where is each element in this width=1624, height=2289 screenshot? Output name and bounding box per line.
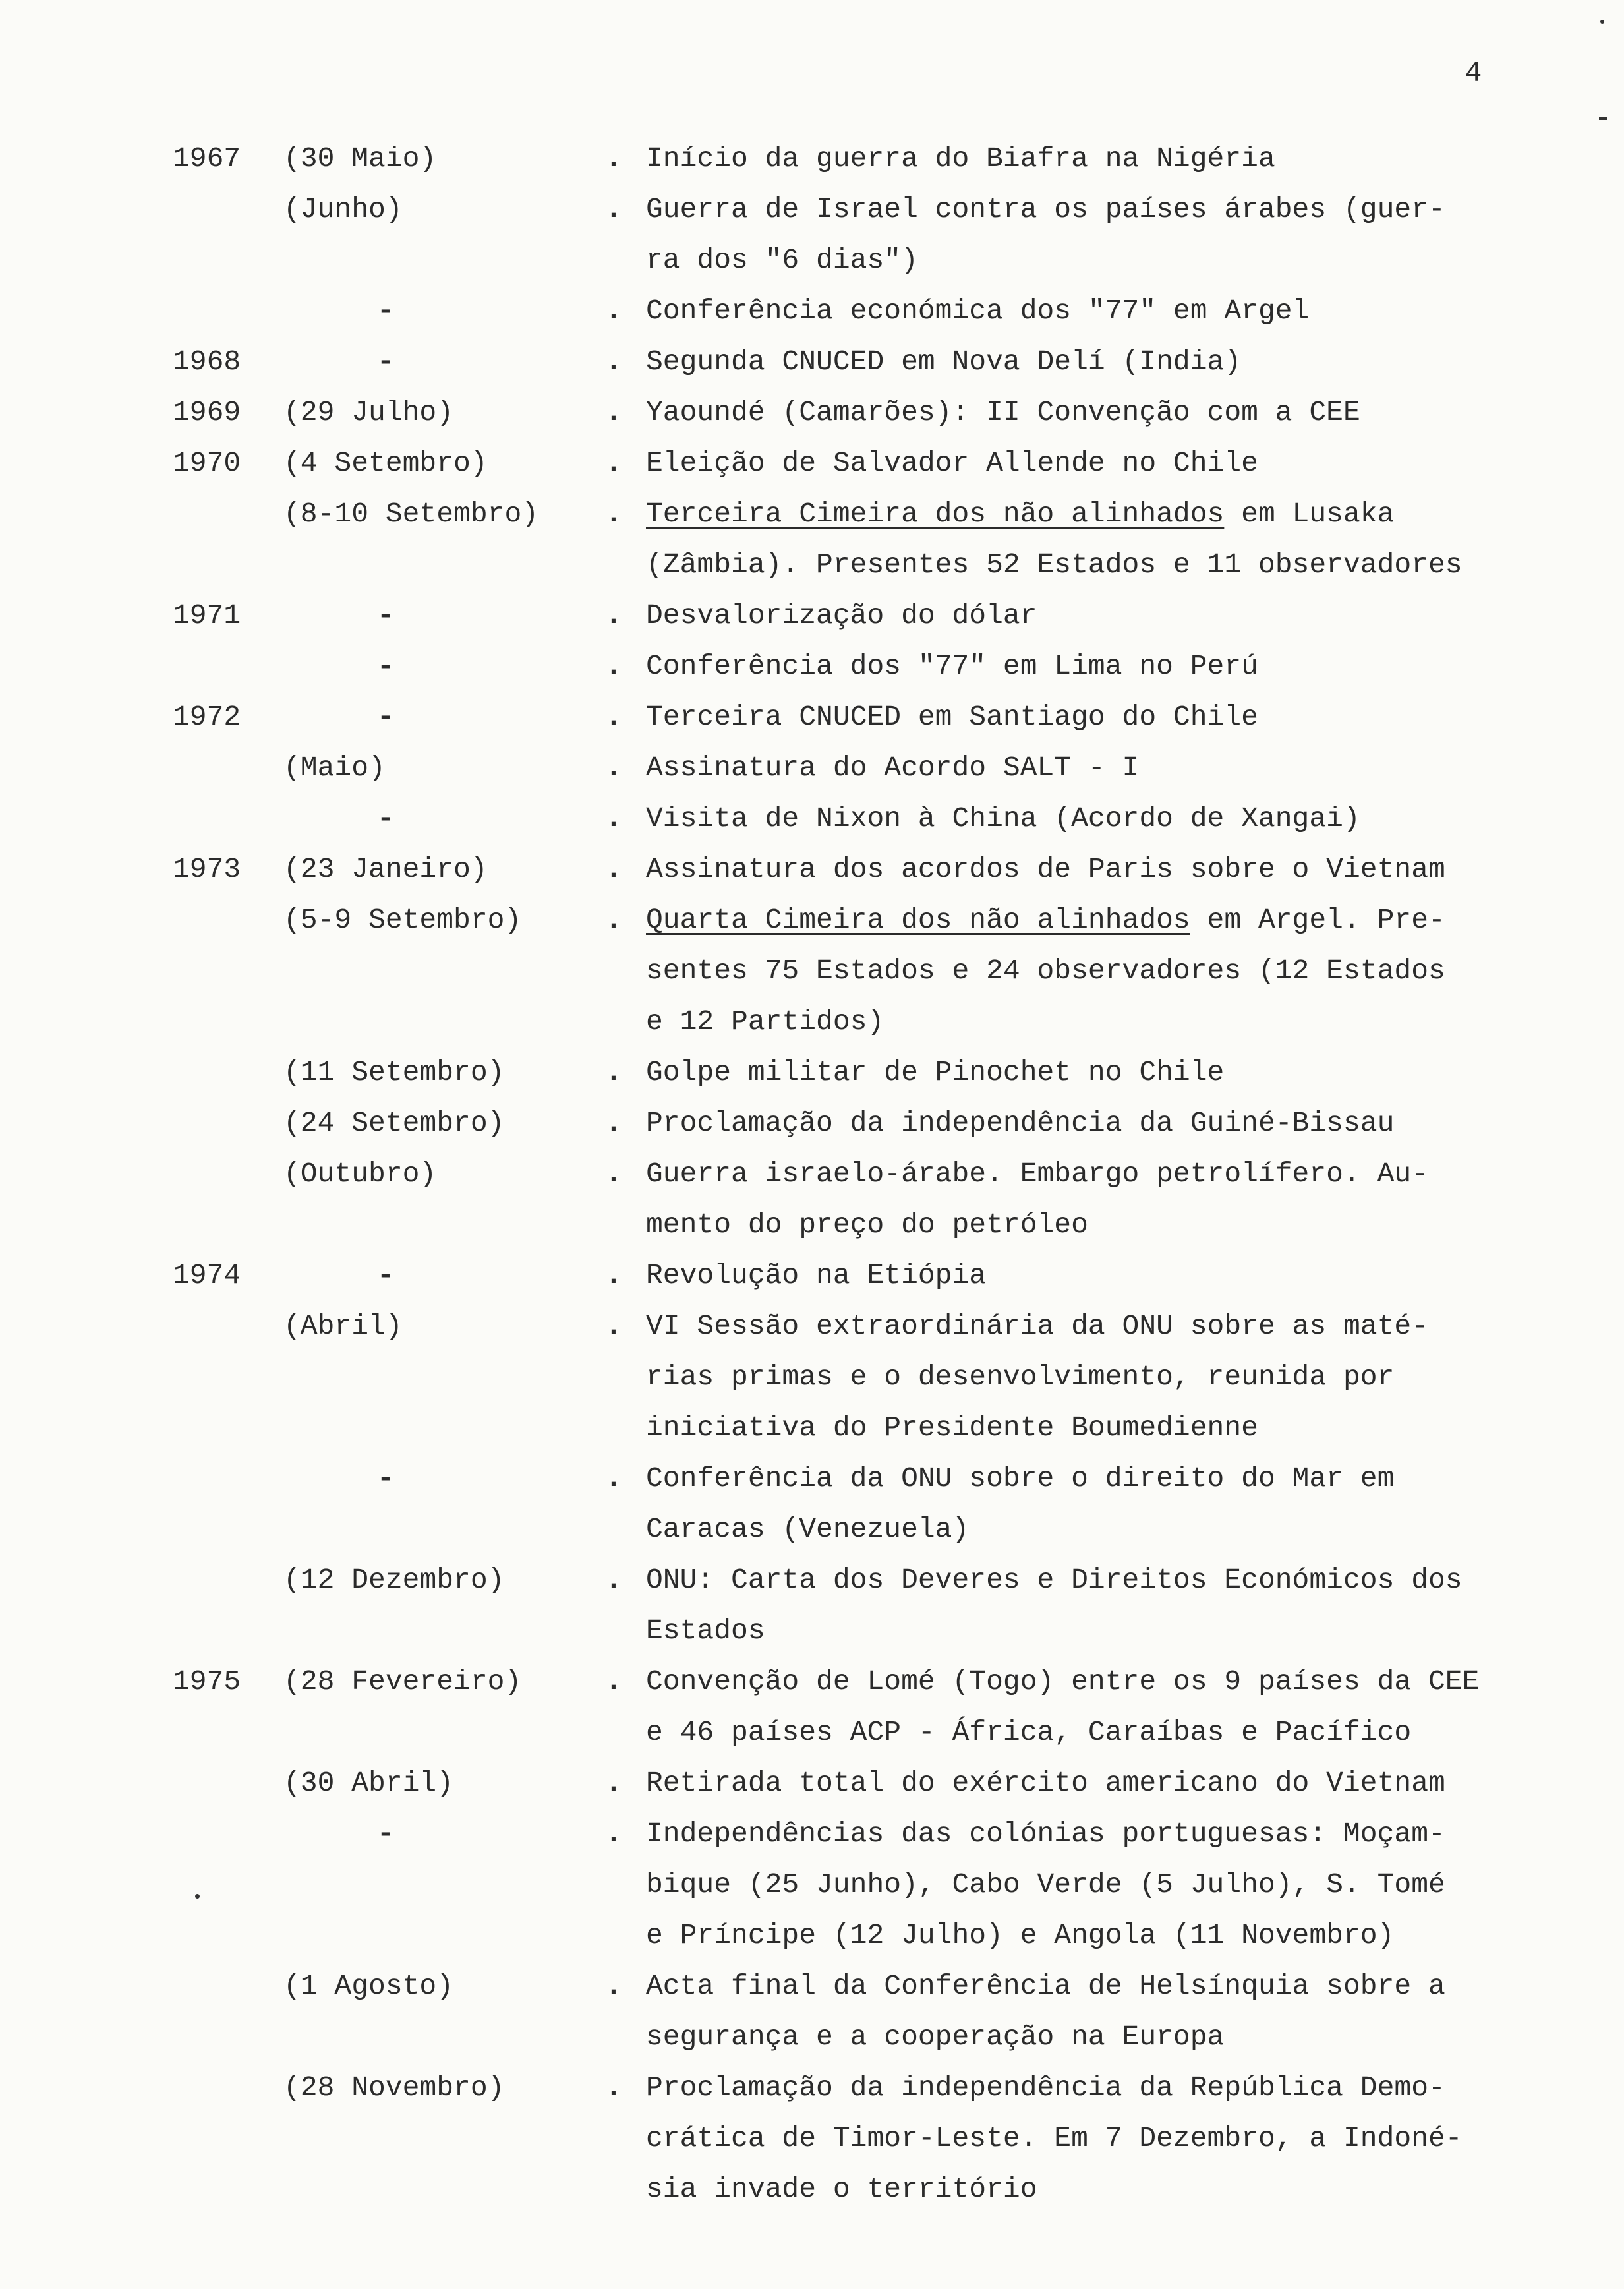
timeline-entry <box>0 2062 1624 2215</box>
description-line <box>646 2011 1445 2062</box>
text-segment: Conferência dos "77" em Lima no Perú <box>646 650 1258 682</box>
description-line <box>646 1199 1428 1250</box>
entry-date: - <box>377 701 394 733</box>
entry-description <box>646 285 1309 336</box>
bullet-icon: . <box>605 701 622 733</box>
text-segment: e 12 Partidos) <box>646 1005 884 1038</box>
text-segment: iniciativa do Presidente Boumedienne <box>646 1412 1258 1444</box>
description-line <box>646 235 1445 285</box>
bullet-icon: . <box>605 1107 622 1139</box>
timeline-entry <box>0 1555 1624 1656</box>
entry-date: - <box>377 599 394 632</box>
description-line <box>646 1961 1445 2011</box>
description-line <box>646 1859 1445 1910</box>
entry-date: (29 Julho) <box>283 396 454 429</box>
bullet-icon: . <box>605 193 622 225</box>
entry-year: 1975 <box>173 1665 241 1698</box>
bullet-icon: . <box>605 396 622 429</box>
description-line <box>646 1098 1394 1148</box>
entry-description <box>646 590 1037 641</box>
text-segment: Guerra israelo-árabe. Embargo petrolífero. Au- <box>646 1158 1428 1190</box>
description-line <box>646 2164 1463 2215</box>
bullet-icon: . <box>605 752 622 784</box>
entry-date: (11 Setembro) <box>283 1056 505 1088</box>
description-line <box>646 742 1139 793</box>
bullet-icon: . <box>605 1818 622 1850</box>
entry-year: 1973 <box>173 853 241 885</box>
entry-date: (12 Dezembro) <box>283 1564 505 1596</box>
timeline-entry <box>0 1148 1624 1250</box>
bullet-icon: . <box>605 853 622 885</box>
description-line <box>646 895 1445 945</box>
text-segment: sia invade o território <box>646 2173 1037 2205</box>
entry-description <box>646 1808 1445 1961</box>
bullet-icon: . <box>605 650 622 682</box>
timeline-entry <box>0 387 1624 438</box>
text-segment: Revolução na Etiópia <box>646 1259 987 1292</box>
description-line <box>646 1504 1394 1555</box>
entry-date: (Maio) <box>283 752 386 784</box>
entry-description <box>646 1453 1394 1555</box>
chronology-timeline <box>0 133 1624 2215</box>
entry-date: (28 Fevereiro) <box>283 1665 522 1698</box>
page-number: 4 <box>1464 57 1482 90</box>
margin-dot <box>1600 20 1604 24</box>
description-line <box>646 996 1445 1047</box>
margin-dash <box>1599 117 1607 120</box>
entry-description <box>646 336 1241 387</box>
entry-description <box>646 184 1445 285</box>
timeline-entry <box>0 895 1624 1047</box>
text-segment: Proclamação da independência da República Demo- <box>646 2071 1445 2104</box>
description-line <box>646 336 1241 387</box>
entry-year: 1967 <box>173 142 241 175</box>
text-segment: Eleição de Salvador Allende no Chile <box>646 447 1258 479</box>
text-segment: Guerra de Israel contra os países árabes (guer- <box>646 193 1445 225</box>
description-line <box>646 1910 1445 1961</box>
entry-description <box>646 438 1258 489</box>
entry-description <box>646 1656 1479 1758</box>
bullet-icon: . <box>605 345 622 378</box>
entry-description <box>646 895 1445 1047</box>
text-segment: Terceira CNUCED em Santiago do Chile <box>646 701 1258 733</box>
text-segment: e 46 países ACP - África, Caraíbas e Pacífico <box>646 1716 1412 1748</box>
description-line <box>646 1758 1445 1808</box>
entry-date: (4 Setembro) <box>283 447 488 479</box>
bullet-icon: . <box>605 1767 622 1799</box>
text-segment: (Zâmbia). Presentes 52 Estados e 11 observadores <box>646 549 1463 581</box>
bullet-icon: . <box>605 447 622 479</box>
entry-date: - <box>377 1259 394 1292</box>
entry-date: (8-10 Setembro) <box>283 498 539 530</box>
text-segment: sentes 75 Estados e 24 observadores (12 Estados <box>646 955 1445 987</box>
timeline-entry <box>0 1047 1624 1098</box>
timeline-entry <box>0 793 1624 844</box>
timeline-entry <box>0 1808 1624 1961</box>
entry-description <box>646 844 1445 895</box>
entry-year: 1974 <box>173 1259 241 1292</box>
text-segment: crática de Timor-Leste. Em 7 Dezembro, a Indoné- <box>646 2122 1463 2155</box>
description-line <box>646 1352 1428 1402</box>
entry-date: (5-9 Setembro) <box>283 904 522 936</box>
entry-date: (30 Abril) <box>283 1767 454 1799</box>
bullet-icon: . <box>605 904 622 936</box>
text-segment: Acta final da Conferência de Helsínquia sobre a <box>646 1970 1445 2002</box>
text-segment: rias primas e o desenvolvimento, reunida por <box>646 1361 1395 1393</box>
text-segment: Retirada total do exército americano do Vietnam <box>646 1767 1445 1799</box>
description-line <box>646 438 1258 489</box>
timeline-entry <box>0 1453 1624 1555</box>
description-line <box>646 590 1037 641</box>
entry-year: 1968 <box>173 345 241 378</box>
text-segment: e Príncipe (12 Julho) e Angola (11 Novembro) <box>646 1919 1395 1951</box>
timeline-entry <box>0 285 1624 336</box>
description-line <box>646 539 1463 590</box>
bullet-icon: . <box>605 1056 622 1088</box>
entry-date: - <box>377 650 394 682</box>
entry-description <box>646 1098 1394 1148</box>
timeline-entry <box>0 1758 1624 1808</box>
entry-year: 1972 <box>173 701 241 733</box>
description-line <box>646 793 1360 844</box>
description-line <box>646 692 1258 742</box>
description-line <box>646 184 1445 235</box>
description-line <box>646 1707 1479 1758</box>
description-line <box>646 945 1445 996</box>
bullet-icon: . <box>605 1665 622 1698</box>
text-segment: Desvalorização do dólar <box>646 599 1037 632</box>
text-segment: mento do preço do petróleo <box>646 1208 1088 1241</box>
description-line <box>646 1453 1394 1504</box>
bullet-icon: . <box>605 1462 622 1495</box>
entry-description <box>646 2062 1463 2215</box>
bullet-icon: . <box>605 599 622 632</box>
timeline-entry <box>0 1250 1624 1301</box>
description-line <box>646 489 1463 539</box>
description-line <box>646 1250 986 1301</box>
entry-date: - <box>377 295 394 327</box>
text-segment: VI Sessão extraordinária da ONU sobre as maté- <box>646 1310 1428 1342</box>
bullet-icon: . <box>605 1970 622 2002</box>
description-line <box>646 844 1445 895</box>
entry-date: (Outubro) <box>283 1158 437 1190</box>
bullet-icon: . <box>605 802 622 835</box>
timeline-entry <box>0 133 1624 184</box>
description-line <box>646 1301 1428 1352</box>
timeline-entry <box>0 1656 1624 1758</box>
timeline-entry <box>0 489 1624 590</box>
text-segment: ra dos "6 dias") <box>646 244 918 276</box>
text-segment: Convenção de Lomé (Togo) entre os 9 países da CEE <box>646 1665 1480 1698</box>
entry-date: (Abril) <box>283 1310 403 1342</box>
text-segment: Início da guerra do Biafra na Nigéria <box>646 142 1275 175</box>
description-line <box>646 1402 1428 1453</box>
timeline-entry <box>0 1098 1624 1148</box>
entry-description <box>646 793 1360 844</box>
text-segment: ONU: Carta dos Deveres e Direitos Económicos dos <box>646 1564 1463 1596</box>
description-line <box>646 2113 1463 2164</box>
bullet-icon: . <box>605 1310 622 1342</box>
description-line <box>646 2062 1463 2113</box>
timeline-entry <box>0 742 1624 793</box>
entry-description <box>646 1758 1445 1808</box>
entry-description <box>646 1047 1224 1098</box>
entry-description <box>646 133 1275 184</box>
text-segment: Assinatura dos acordos de Paris sobre o Vietnam <box>646 853 1445 885</box>
entry-description <box>646 641 1258 692</box>
text-segment: Assinatura do Acordo SALT - I <box>646 752 1140 784</box>
entry-description <box>646 1148 1428 1250</box>
text-segment: Visita de Nixon à China (Acordo de Xangai) <box>646 802 1360 835</box>
text-segment: Conferência económica dos "77" em Argel <box>646 295 1310 327</box>
entry-date: (1 Agosto) <box>283 1970 454 2002</box>
entry-date: - <box>377 1818 394 1850</box>
description-line <box>646 133 1275 184</box>
entry-description <box>646 692 1258 742</box>
text-segment: bique (25 Junho), Cabo Verde (5 Julho), S. Tomé <box>646 1868 1445 1901</box>
bullet-icon: . <box>605 1158 622 1190</box>
description-line <box>646 641 1258 692</box>
text-segment: em Lusaka <box>1224 498 1395 530</box>
timeline-entry <box>0 641 1624 692</box>
text-segment: Golpe militar de Pinochet no Chile <box>646 1056 1225 1088</box>
timeline-entry <box>0 336 1624 387</box>
timeline-entry <box>0 1301 1624 1453</box>
entry-date: (28 Novembro) <box>283 2071 505 2104</box>
entry-date: (23 Janeiro) <box>283 853 488 885</box>
description-line <box>646 1656 1479 1707</box>
description-line <box>646 1148 1428 1199</box>
bullet-icon: . <box>605 1259 622 1292</box>
text-segment: Independências das colónias portuguesas: Moçam- <box>646 1818 1445 1850</box>
timeline-entry <box>0 692 1624 742</box>
timeline-entry <box>0 184 1624 285</box>
entry-date: - <box>377 802 394 835</box>
text-segment: em Argel. Pre- <box>1190 904 1445 936</box>
text-segment: Estados <box>646 1615 765 1647</box>
bullet-icon: . <box>605 142 622 175</box>
description-line <box>646 1555 1463 1605</box>
timeline-entry <box>0 590 1624 641</box>
entry-date: - <box>377 345 394 378</box>
description-line <box>646 1605 1463 1656</box>
entry-year: 1969 <box>173 396 241 429</box>
entry-description <box>646 1250 986 1301</box>
entry-date: - <box>377 1462 394 1495</box>
entry-date: (Junho) <box>283 193 403 225</box>
entry-year: 1970 <box>173 447 241 479</box>
text-segment: Segunda CNUCED em Nova Delí (India) <box>646 345 1242 378</box>
timeline-entry <box>0 844 1624 895</box>
description-line <box>646 1047 1224 1098</box>
bullet-icon: . <box>605 1564 622 1596</box>
text-segment: segurança e a cooperação na Europa <box>646 2021 1225 2053</box>
text-segment: Proclamação da independência da Guiné-Bissau <box>646 1107 1395 1139</box>
stray-dot <box>195 1894 200 1899</box>
text-segment: Caracas (Venezuela) <box>646 1513 970 1545</box>
underlined-phrase: Terceira Cimeira dos não alinhados <box>646 498 1225 530</box>
text-segment: Yaoundé (Camarões): II Convenção com a CEE <box>646 396 1360 429</box>
underlined-phrase: Quarta Cimeira dos não alinhados <box>646 904 1190 936</box>
entry-description <box>646 742 1139 793</box>
entry-description <box>646 1961 1445 2062</box>
text-segment: Conferência da ONU sobre o direito do Mar em <box>646 1462 1395 1495</box>
description-line <box>646 285 1309 336</box>
timeline-entry <box>0 438 1624 489</box>
entry-date: (24 Setembro) <box>283 1107 505 1139</box>
description-line <box>646 387 1360 438</box>
entry-description <box>646 1301 1428 1453</box>
entry-description <box>646 387 1360 438</box>
entry-description <box>646 1555 1463 1656</box>
entry-year: 1971 <box>173 599 241 632</box>
entry-description <box>646 489 1463 590</box>
timeline-entry <box>0 1961 1624 2062</box>
entry-date: (30 Maio) <box>283 142 437 175</box>
bullet-icon: . <box>605 295 622 327</box>
description-line <box>646 1808 1445 1859</box>
bullet-icon: . <box>605 498 622 530</box>
bullet-icon: . <box>605 2071 622 2104</box>
